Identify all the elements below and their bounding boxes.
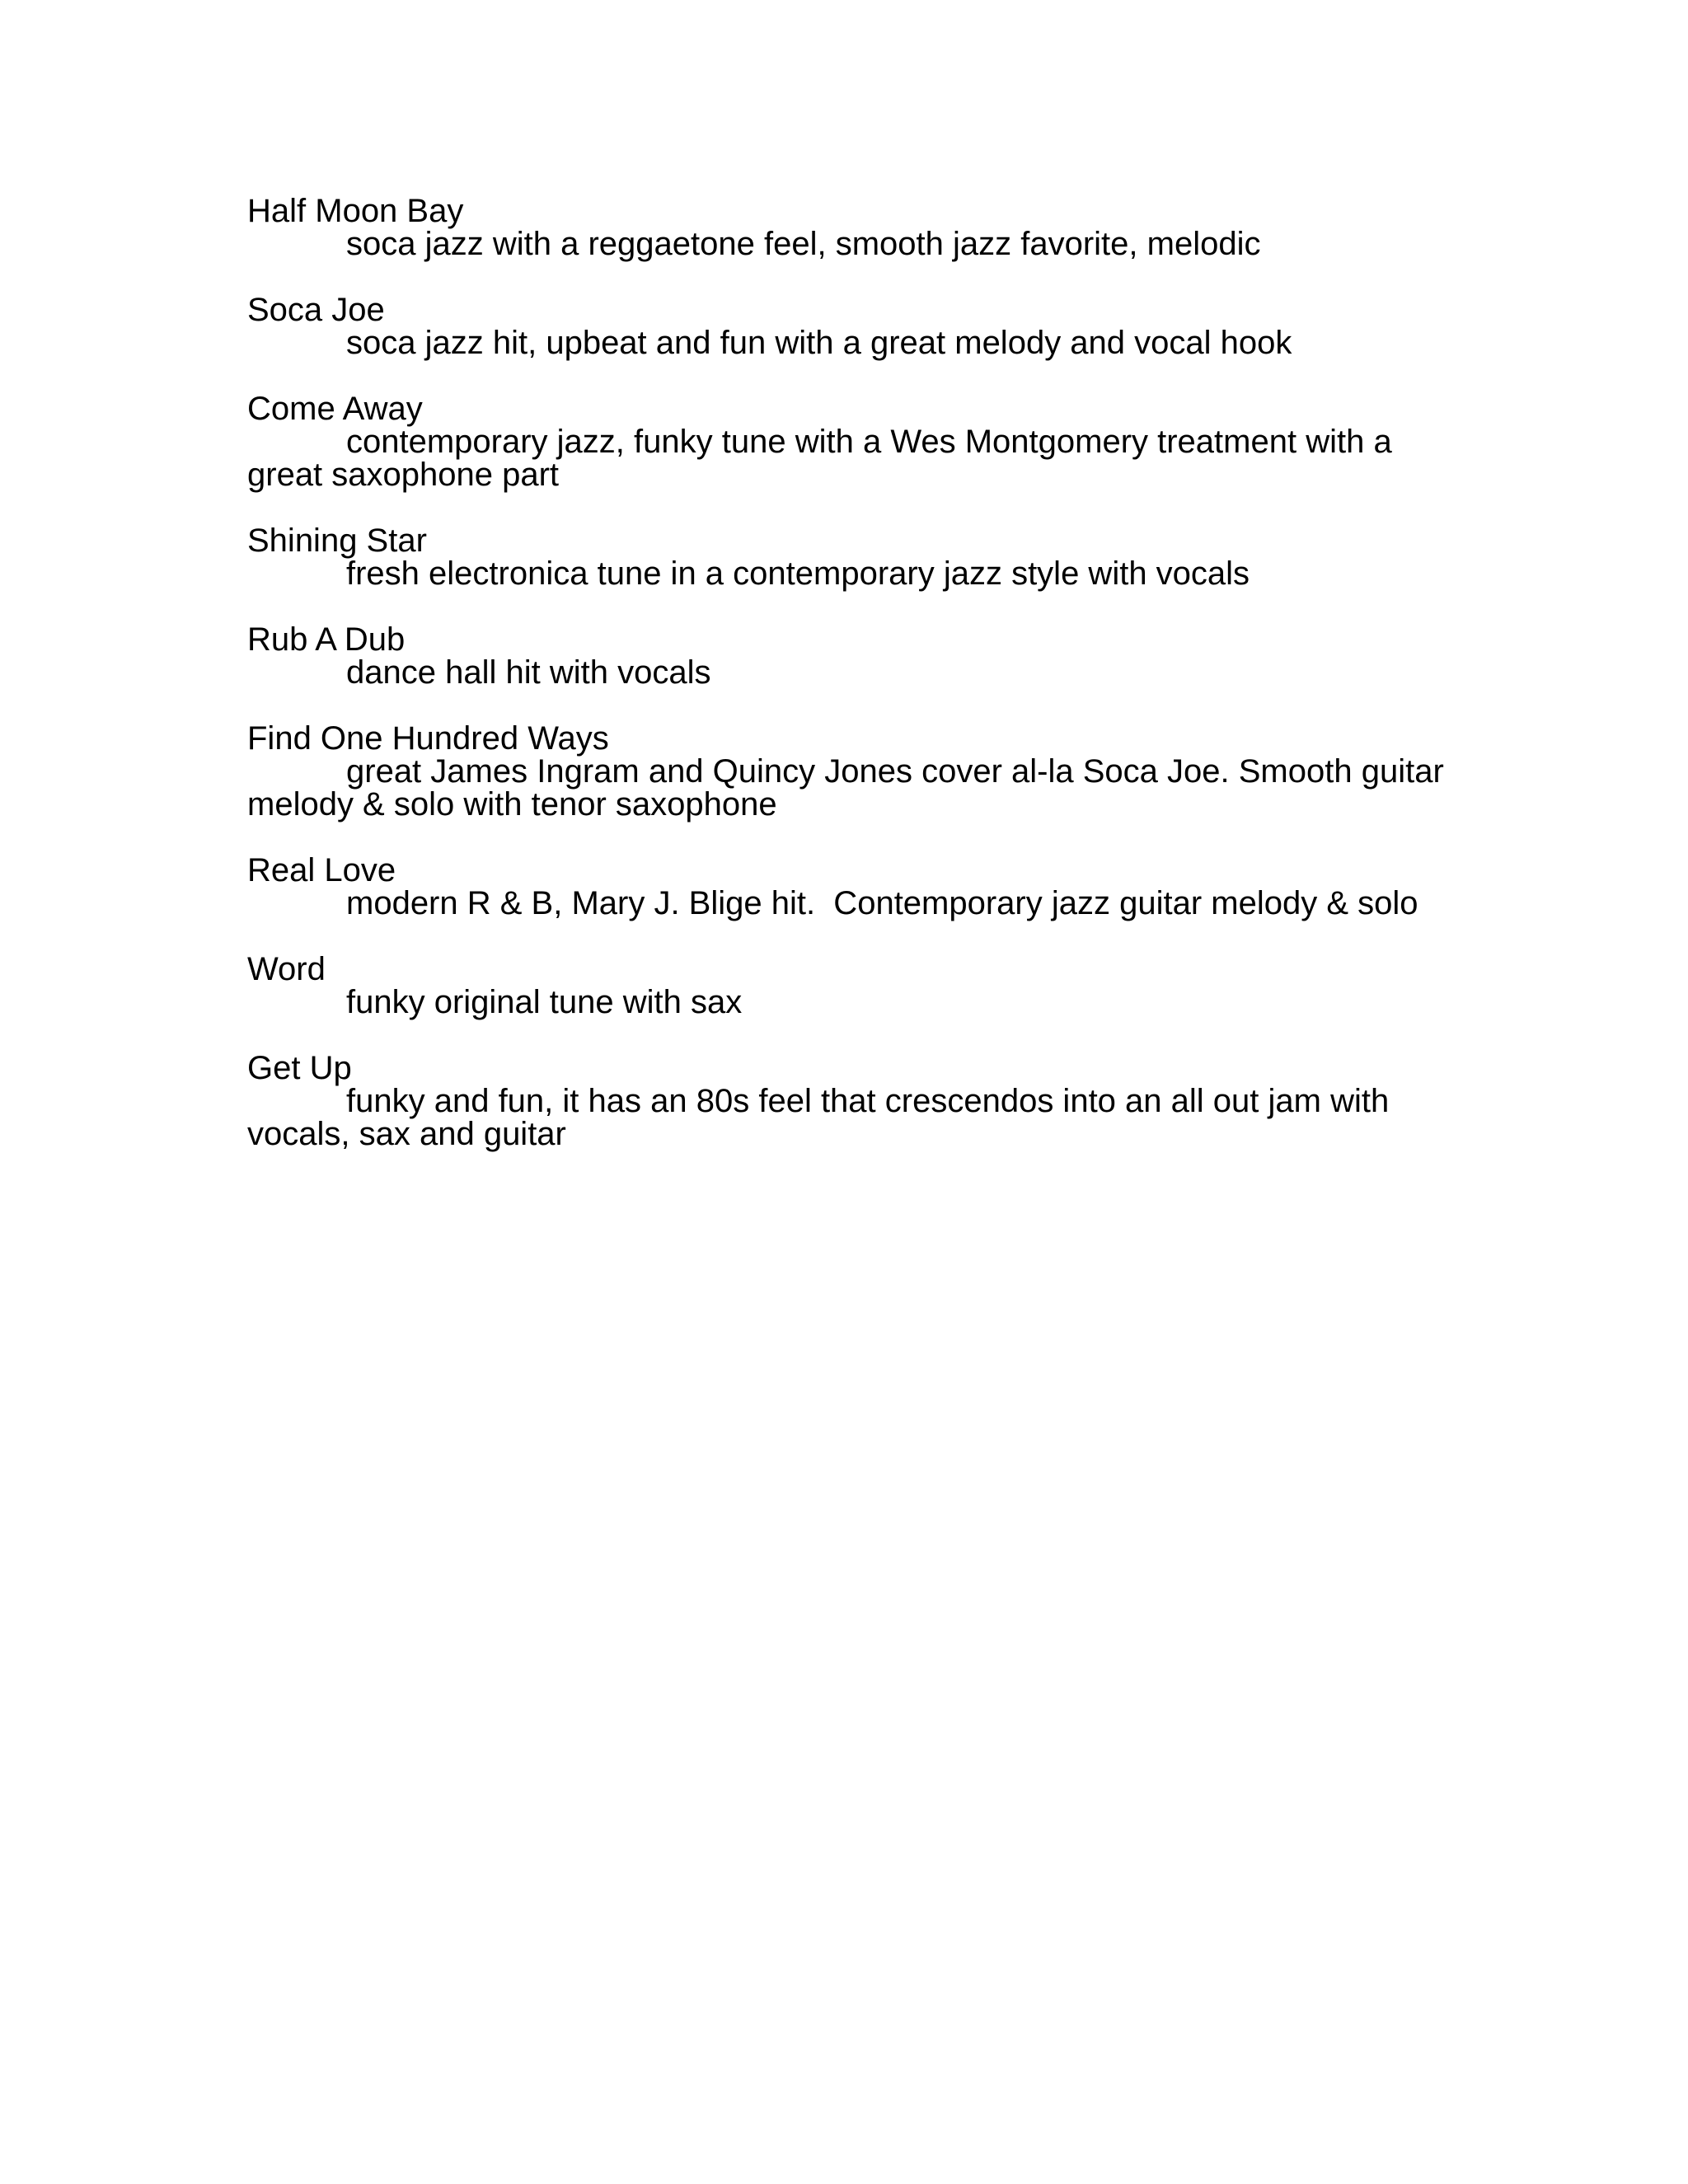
song-description: fresh electronica tune in a contemporary jazz style with vocals xyxy=(346,555,1250,592)
song-entry xyxy=(247,722,1467,821)
song-entry xyxy=(247,194,1467,260)
song-title: Real Love xyxy=(247,852,396,888)
song-title: Half Moon Bay xyxy=(247,193,464,229)
song-description: dance hall hit with vocals xyxy=(346,654,711,691)
song-title: Shining Star xyxy=(247,523,427,559)
song-description: funky and fun, it has an 80s feel that crescendos into an all out jam with vocals, sax and guitar xyxy=(247,1083,1399,1152)
song-entry xyxy=(247,293,1467,359)
song-description: great James Ingram and Quincy Jones cover al-la Soca Joe. Smooth guitar melody & solo with tenor saxophone xyxy=(247,753,1453,823)
song-title: Get Up xyxy=(247,1050,352,1086)
song-title: Find One Hundred Ways xyxy=(247,720,609,757)
song-entry xyxy=(247,1052,1467,1151)
song-entry xyxy=(247,854,1467,920)
song-title: Come Away xyxy=(247,391,423,427)
song-description: contemporary jazz, funky tune with a Wes Montgomery treatment with a great saxophone part xyxy=(247,424,1401,493)
song-entry xyxy=(247,623,1467,689)
song-entry xyxy=(247,953,1467,1019)
song-title: Soca Joe xyxy=(247,292,385,328)
song-title: Word xyxy=(247,951,326,987)
song-description: funky original tune with sax xyxy=(346,984,743,1020)
song-description: modern R & B, Mary J. Blige hit. Contemporary jazz guitar melody & solo xyxy=(346,885,1418,921)
song-description: soca jazz with a reggaetone feel, smooth jazz favorite, melodic xyxy=(346,226,1261,262)
song-title: Rub A Dub xyxy=(247,621,406,658)
song-entry xyxy=(247,524,1467,590)
song-description: soca jazz hit, upbeat and fun with a great melody and vocal hook xyxy=(346,325,1292,361)
song-entry xyxy=(247,392,1467,491)
